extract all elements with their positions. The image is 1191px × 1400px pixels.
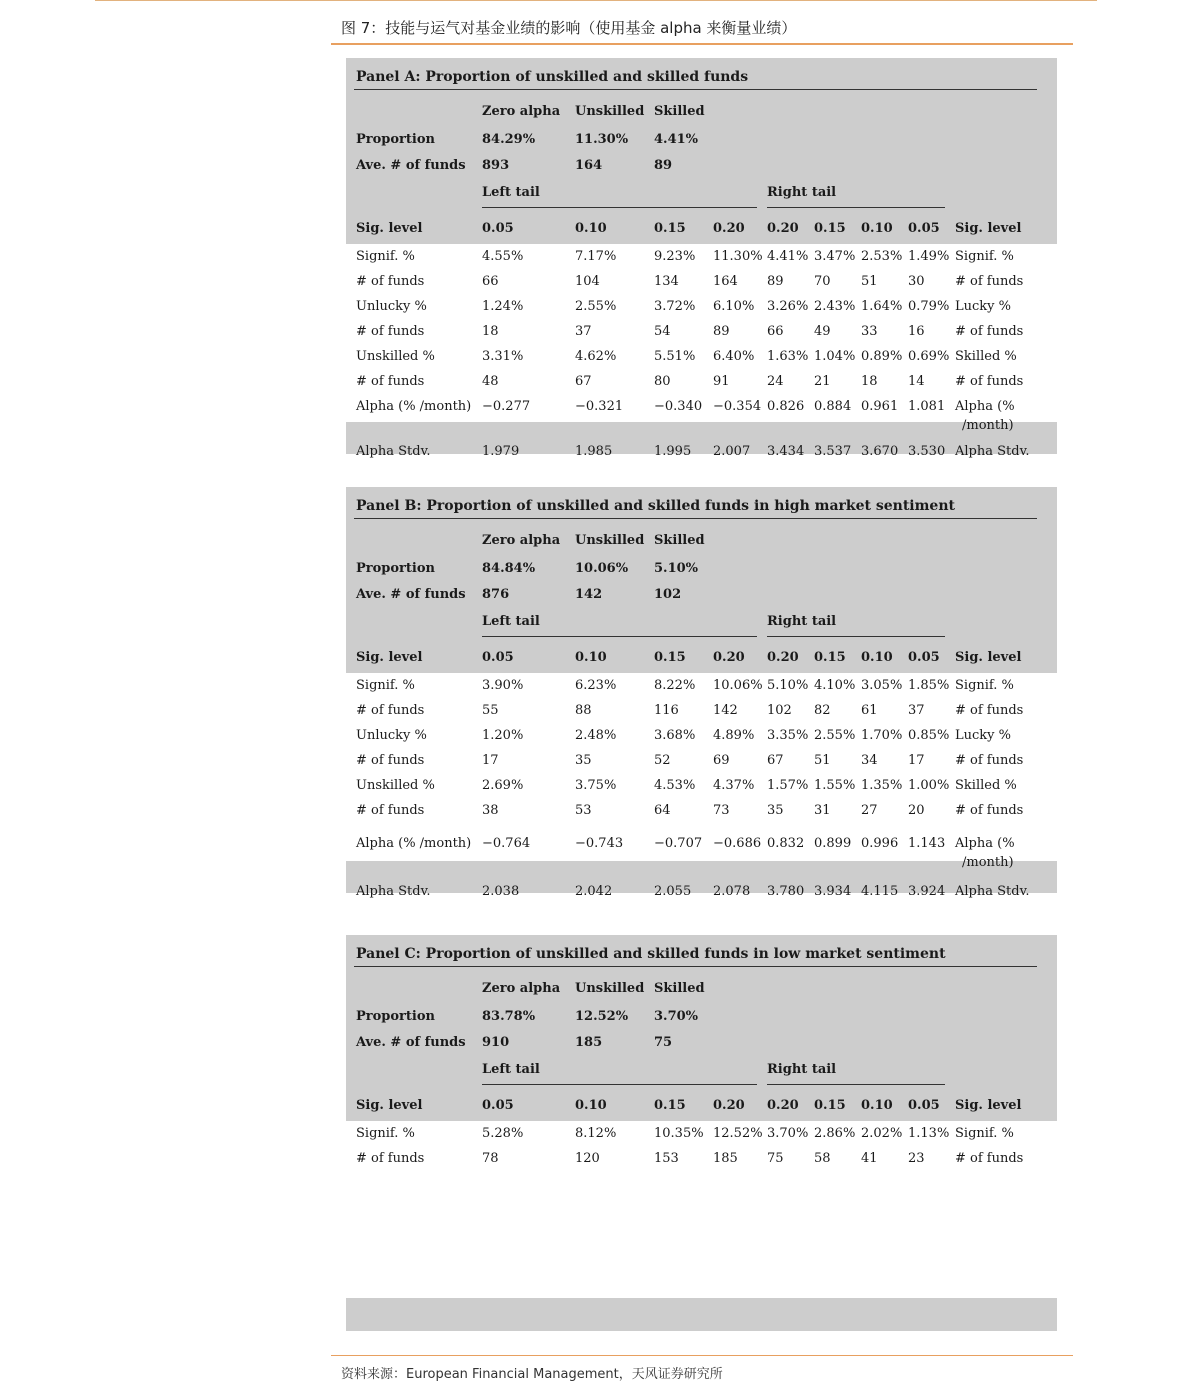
row-label: # of funds	[955, 374, 1024, 389]
panel-title-rule	[354, 89, 1037, 90]
table-cell: 6.40%	[713, 349, 755, 364]
table-cell: 2.69%	[482, 778, 524, 793]
table-cell: 75	[767, 1151, 784, 1166]
table-cell: 3.47%	[814, 249, 856, 264]
table-cell: 2.48%	[575, 728, 617, 743]
summary-header: Skilled	[654, 104, 705, 119]
proportion-value: 84.29%	[482, 132, 536, 147]
table-cell: 2.43%	[814, 299, 856, 314]
table-cell: 4.41%	[767, 249, 809, 264]
table-cell: 82	[814, 703, 831, 718]
sig-level-header: Sig. level	[356, 650, 423, 665]
table-cell: 91	[713, 374, 730, 389]
table-cell: 69	[713, 753, 730, 768]
table-cell: 38	[482, 803, 499, 818]
stdv-value: 2.055	[654, 884, 692, 899]
table-cell: 66	[482, 274, 499, 289]
panel-body-band	[346, 454, 1057, 464]
table-cell: 2.55%	[814, 728, 856, 743]
alpha-label: /month)	[962, 418, 1014, 433]
table-cell: 89	[713, 324, 730, 339]
sig-level-header: 0.10	[861, 221, 893, 236]
proportion-value: 84.84%	[482, 561, 536, 576]
stdv-value: 1.979	[482, 444, 520, 459]
row-label: # of funds	[356, 703, 425, 718]
table-cell: 66	[767, 324, 784, 339]
summary-header: Skilled	[654, 981, 705, 996]
table-cell: 1.00%	[908, 778, 950, 793]
sig-level-header: 0.20	[713, 650, 745, 665]
source-rule	[331, 1355, 1073, 1356]
proportion-value: 12.52%	[575, 1009, 629, 1024]
stdv-label: Alpha Stdv.	[955, 444, 1030, 459]
row-label: # of funds	[356, 803, 425, 818]
row-label: Lucky %	[955, 728, 1011, 743]
panel-title: Panel B: Proportion of unskilled and skilled funds in high market sentiment	[356, 498, 955, 514]
ave-funds-value: 142	[575, 587, 603, 602]
table-cell: 1.85%	[908, 678, 950, 693]
table-cell: 7.17%	[575, 249, 617, 264]
table-cell: 17	[908, 753, 925, 768]
table-cell: 0.69%	[908, 349, 950, 364]
sig-level-header: Sig. level	[356, 221, 423, 236]
table-cell: 164	[713, 274, 738, 289]
row-label: Unlucky %	[356, 728, 427, 743]
table-cell: 11.30%	[713, 249, 763, 264]
table-cell: 54	[654, 324, 671, 339]
table-cell: 33	[861, 324, 878, 339]
ave-funds-label: Ave. # of funds	[356, 587, 466, 602]
proportion-value: 5.10%	[654, 561, 699, 576]
top-rule	[95, 0, 1097, 1]
table-cell: 14	[908, 374, 925, 389]
table-cell: 16	[908, 324, 925, 339]
table-cell: 4.37%	[713, 778, 755, 793]
sig-level-header: 0.05	[908, 221, 940, 236]
row-label: Skilled %	[955, 349, 1017, 364]
table-cell: 2.86%	[814, 1126, 856, 1141]
ave-funds-value: 876	[482, 587, 510, 602]
alpha-label: Alpha (% /month)	[356, 836, 472, 851]
alpha-value: 0.996	[861, 836, 899, 851]
table-cell: 30	[908, 274, 925, 289]
proportion-value: 11.30%	[575, 132, 629, 147]
table-cell: 3.31%	[482, 349, 524, 364]
stdv-label: Alpha Stdv.	[356, 884, 431, 899]
ave-funds-value: 102	[654, 587, 682, 602]
sig-level-header: 0.05	[482, 650, 514, 665]
row-label: # of funds	[955, 753, 1024, 768]
stdv-value: 3.924	[908, 884, 946, 899]
table-cell: 1.13%	[908, 1126, 950, 1141]
table-cell: 51	[814, 753, 831, 768]
sig-level-header: 0.20	[767, 221, 799, 236]
stdv-value: 1.995	[654, 444, 692, 459]
sig-level-header: 0.15	[814, 1098, 846, 1113]
alpha-value: 0.899	[814, 836, 852, 851]
table-cell: 88	[575, 703, 592, 718]
alpha-value: −0.340	[654, 399, 703, 414]
table-cell: 27	[861, 803, 878, 818]
row-label: Signif. %	[955, 249, 1014, 264]
stdv-value: 2.038	[482, 884, 520, 899]
summary-header: Skilled	[654, 533, 705, 548]
row-label: Lucky %	[955, 299, 1011, 314]
sig-level-header: 0.05	[908, 650, 940, 665]
figure-title: 图 7：技能与运气对基金业绩的影响（使用基金 alpha 来衡量业绩）	[341, 19, 797, 37]
panel-b	[346, 487, 1057, 905]
alpha-value: −0.764	[482, 836, 531, 851]
panel-body-band	[346, 1121, 1057, 1298]
summary-header: Unskilled	[575, 104, 645, 119]
table-cell: 5.51%	[654, 349, 696, 364]
sig-level-header: 0.10	[861, 1098, 893, 1113]
table-cell: 18	[861, 374, 878, 389]
left-tail-label: Left tail	[482, 614, 540, 629]
alpha-label: Alpha (% /month)	[356, 399, 472, 414]
alpha-value: −0.686	[713, 836, 762, 851]
table-cell: 20	[908, 803, 925, 818]
row-label: Signif. %	[955, 678, 1014, 693]
table-cell: 24	[767, 374, 784, 389]
table-cell: 80	[654, 374, 671, 389]
panel-title-rule	[354, 518, 1037, 519]
row-label: Unskilled %	[356, 349, 435, 364]
sig-level-header: 0.10	[575, 1098, 607, 1113]
ave-funds-value: 910	[482, 1035, 510, 1050]
ave-funds-value: 89	[654, 158, 673, 173]
table-cell: 8.22%	[654, 678, 696, 693]
table-cell: 1.55%	[814, 778, 856, 793]
sig-level-header: 0.10	[861, 650, 893, 665]
table-cell: 0.79%	[908, 299, 950, 314]
table-cell: 3.68%	[654, 728, 696, 743]
row-label: # of funds	[356, 374, 425, 389]
sig-level-header: 0.10	[575, 650, 607, 665]
row-label: # of funds	[955, 703, 1024, 718]
stdv-value: 3.934	[814, 884, 852, 899]
panel-body-band	[346, 673, 1057, 861]
summary-header: Zero alpha	[482, 533, 561, 548]
table-cell: 1.70%	[861, 728, 903, 743]
table-cell: 67	[767, 753, 784, 768]
stdv-value: 1.985	[575, 444, 613, 459]
alpha-value: −0.743	[575, 836, 624, 851]
table-cell: 104	[575, 274, 600, 289]
panel-a	[346, 58, 1057, 464]
source-note: 资料来源：European Financial Management，天风证券研究所	[341, 1367, 723, 1382]
table-cell: 58	[814, 1151, 831, 1166]
row-label: Signif. %	[356, 1126, 415, 1141]
table-cell: 120	[575, 1151, 600, 1166]
panel-title-rule	[354, 966, 1037, 967]
right-tail-label: Right tail	[767, 185, 837, 200]
table-cell: 3.75%	[575, 778, 617, 793]
left-tail-label: Left tail	[482, 1062, 540, 1077]
ave-funds-label: Ave. # of funds	[356, 1035, 466, 1050]
proportion-value: 3.70%	[654, 1009, 699, 1024]
table-cell: 3.72%	[654, 299, 696, 314]
right-tail-rule	[767, 207, 945, 208]
sig-level-header: 0.05	[908, 1098, 940, 1113]
table-cell: 153	[654, 1151, 679, 1166]
table-cell: 17	[482, 753, 499, 768]
right-tail-label: Right tail	[767, 1062, 837, 1077]
ave-funds-value: 893	[482, 158, 510, 173]
sig-level-header: 0.15	[814, 221, 846, 236]
table-cell: 4.55%	[482, 249, 524, 264]
stdv-value: 3.537	[814, 444, 852, 459]
alpha-value: −0.354	[713, 399, 762, 414]
stdv-label: Alpha Stdv.	[356, 444, 431, 459]
table-cell: 1.24%	[482, 299, 524, 314]
proportion-label: Proportion	[356, 561, 435, 576]
table-cell: 35	[767, 803, 784, 818]
table-cell: 3.90%	[482, 678, 524, 693]
proportion-value: 10.06%	[575, 561, 629, 576]
row-label: # of funds	[356, 753, 425, 768]
table-cell: 1.49%	[908, 249, 950, 264]
table-cell: 4.62%	[575, 349, 617, 364]
sig-level-header: Sig. level	[356, 1098, 423, 1113]
sig-level-header: Sig. level	[955, 1098, 1022, 1113]
row-label: # of funds	[955, 803, 1024, 818]
proportion-value: 83.78%	[482, 1009, 536, 1024]
alpha-label: Alpha (%	[955, 399, 1015, 414]
stdv-value: 3.530	[908, 444, 946, 459]
table-cell: 73	[713, 803, 730, 818]
row-label: Signif. %	[955, 1126, 1014, 1141]
table-cell: 37	[908, 703, 925, 718]
table-cell: 89	[767, 274, 784, 289]
sig-level-header: 0.05	[482, 221, 514, 236]
alpha-value: 1.143	[908, 836, 946, 851]
row-label: # of funds	[356, 274, 425, 289]
table-cell: 18	[482, 324, 499, 339]
table-cell: 12.52%	[713, 1126, 763, 1141]
table-cell: 48	[482, 374, 499, 389]
table-cell: 49	[814, 324, 831, 339]
table-cell: 9.23%	[654, 249, 696, 264]
row-label: Signif. %	[356, 678, 415, 693]
table-cell: 6.10%	[713, 299, 755, 314]
ave-funds-value: 164	[575, 158, 603, 173]
stdv-value: 3.670	[861, 444, 899, 459]
stdv-value: 2.007	[713, 444, 751, 459]
table-cell: 67	[575, 374, 592, 389]
row-label: # of funds	[356, 324, 425, 339]
table-cell: 3.70%	[767, 1126, 809, 1141]
table-cell: 142	[713, 703, 738, 718]
sig-level-header: 0.20	[767, 650, 799, 665]
stdv-value: 3.780	[767, 884, 805, 899]
sig-level-header: 0.20	[713, 1098, 745, 1113]
sig-level-header: 0.10	[575, 221, 607, 236]
table-cell: 1.20%	[482, 728, 524, 743]
right-tail-label: Right tail	[767, 614, 837, 629]
alpha-value: 1.081	[908, 399, 946, 414]
sig-level-header: 0.15	[654, 1098, 686, 1113]
sig-level-header: 0.15	[654, 221, 686, 236]
row-label: Unlucky %	[356, 299, 427, 314]
table-cell: 52	[654, 753, 671, 768]
sig-level-header: 0.20	[713, 221, 745, 236]
right-tail-rule	[767, 1084, 945, 1085]
sig-level-header: 0.15	[814, 650, 846, 665]
row-label: # of funds	[356, 1151, 425, 1166]
proportion-value: 4.41%	[654, 132, 699, 147]
row-label: # of funds	[955, 324, 1024, 339]
panel-body-band	[346, 893, 1057, 905]
row-label: Skilled %	[955, 778, 1017, 793]
sig-level-header: 0.15	[654, 650, 686, 665]
alpha-value: 0.884	[814, 399, 852, 414]
table-cell: 10.06%	[713, 678, 763, 693]
table-cell: 2.02%	[861, 1126, 903, 1141]
alpha-value: −0.277	[482, 399, 531, 414]
table-cell: 116	[654, 703, 679, 718]
table-cell: 134	[654, 274, 679, 289]
ave-funds-label: Ave. # of funds	[356, 158, 466, 173]
left-tail-rule	[482, 1084, 757, 1085]
left-tail-rule	[482, 636, 757, 637]
table-cell: 31	[814, 803, 831, 818]
table-cell: 35	[575, 753, 592, 768]
row-label: Unskilled %	[356, 778, 435, 793]
alpha-label: /month)	[962, 855, 1014, 870]
alpha-value: 0.961	[861, 399, 899, 414]
figure-title-rule	[331, 43, 1073, 45]
table-cell: 34	[861, 753, 878, 768]
alpha-value: 0.832	[767, 836, 805, 851]
table-cell: 78	[482, 1151, 499, 1166]
table-cell: 1.04%	[814, 349, 856, 364]
stdv-value: 2.078	[713, 884, 751, 899]
proportion-label: Proportion	[356, 132, 435, 147]
stdv-value: 2.042	[575, 884, 613, 899]
table-cell: 10.35%	[654, 1126, 704, 1141]
table-cell: 55	[482, 703, 499, 718]
table-cell: 61	[861, 703, 878, 718]
table-cell: 0.85%	[908, 728, 950, 743]
ave-funds-value: 185	[575, 1035, 603, 1050]
table-cell: 21	[814, 374, 831, 389]
alpha-value: −0.321	[575, 399, 624, 414]
stdv-value: 4.115	[861, 884, 899, 899]
table-cell: 5.10%	[767, 678, 809, 693]
panel-title: Panel C: Proportion of unskilled and skilled funds in low market sentiment	[356, 946, 946, 962]
alpha-label: Alpha (%	[955, 836, 1015, 851]
table-cell: 102	[767, 703, 792, 718]
table-cell: 1.64%	[861, 299, 903, 314]
summary-header: Zero alpha	[482, 981, 561, 996]
table-cell: 51	[861, 274, 878, 289]
right-tail-rule	[767, 636, 945, 637]
left-tail-label: Left tail	[482, 185, 540, 200]
sig-level-header: Sig. level	[955, 650, 1022, 665]
table-cell: 1.63%	[767, 349, 809, 364]
row-label: # of funds	[955, 274, 1024, 289]
table-cell: 4.53%	[654, 778, 696, 793]
panel-title: Panel A: Proportion of unskilled and skilled funds	[356, 69, 749, 85]
ave-funds-value: 75	[654, 1035, 673, 1050]
table-cell: 2.53%	[861, 249, 903, 264]
table-cell: 6.23%	[575, 678, 617, 693]
table-cell: 4.89%	[713, 728, 755, 743]
table-cell: 1.57%	[767, 778, 809, 793]
table-cell: 8.12%	[575, 1126, 617, 1141]
stdv-label: Alpha Stdv.	[955, 884, 1030, 899]
summary-header: Unskilled	[575, 981, 645, 996]
table-cell: 2.55%	[575, 299, 617, 314]
left-tail-rule	[482, 207, 757, 208]
table-cell: 4.10%	[814, 678, 856, 693]
alpha-value: 0.826	[767, 399, 805, 414]
alpha-value: −0.707	[654, 836, 703, 851]
panel-body-band	[346, 1331, 1057, 1340]
sig-level-header: Sig. level	[955, 221, 1022, 236]
table-cell: 41	[861, 1151, 878, 1166]
summary-header: Unskilled	[575, 533, 645, 548]
table-cell: 70	[814, 274, 831, 289]
sig-level-header: 0.20	[767, 1098, 799, 1113]
row-label: # of funds	[955, 1151, 1024, 1166]
panel-body-band	[346, 244, 1057, 422]
table-cell: 64	[654, 803, 671, 818]
table-cell: 185	[713, 1151, 738, 1166]
proportion-label: Proportion	[356, 1009, 435, 1024]
table-cell: 0.89%	[861, 349, 903, 364]
table-cell: 3.26%	[767, 299, 809, 314]
table-cell: 37	[575, 324, 592, 339]
table-cell: 53	[575, 803, 592, 818]
table-cell: 23	[908, 1151, 925, 1166]
summary-header: Zero alpha	[482, 104, 561, 119]
sig-level-header: 0.05	[482, 1098, 514, 1113]
panel-c	[346, 935, 1057, 1340]
table-cell: 1.35%	[861, 778, 903, 793]
table-cell: 3.35%	[767, 728, 809, 743]
row-label: Signif. %	[356, 249, 415, 264]
table-cell: 5.28%	[482, 1126, 524, 1141]
stdv-value: 3.434	[767, 444, 805, 459]
table-cell: 3.05%	[861, 678, 903, 693]
